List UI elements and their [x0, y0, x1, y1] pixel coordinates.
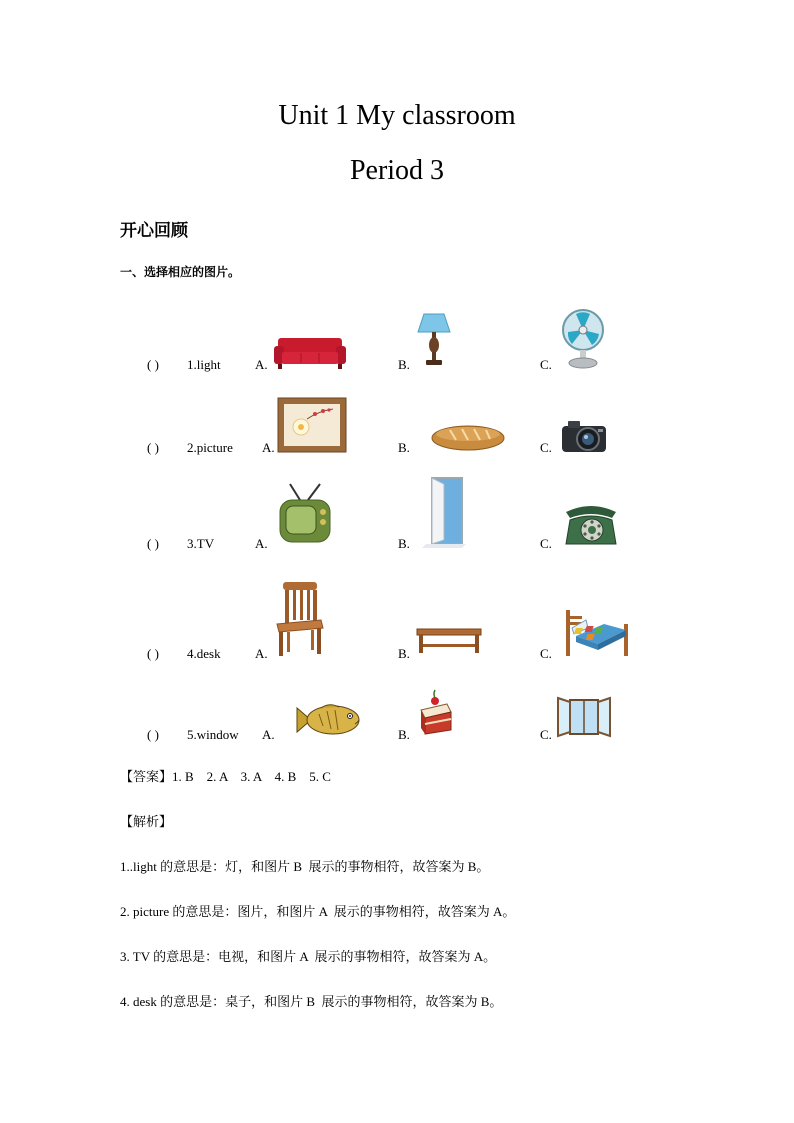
tv-icon	[278, 482, 332, 546]
sofa-icon	[272, 336, 348, 370]
question-label: 3.TV	[187, 536, 215, 551]
picture-frame-icon	[277, 397, 347, 453]
explanation-label: 【解析】	[120, 815, 173, 830]
option-a[interactable]: A.	[255, 646, 268, 661]
explanation-line-2: 2. picture 的意思是：图片，和图片 A 展示的事物相符，故答案为 A。	[120, 904, 516, 919]
answer-blank[interactable]: ( )	[147, 536, 159, 551]
answer-blank[interactable]: ( )	[147, 646, 159, 661]
desk-icon	[415, 627, 483, 655]
telephone-icon	[562, 500, 620, 548]
option-b[interactable]: B.	[398, 727, 410, 742]
question-label: 5.window	[187, 727, 239, 742]
option-b[interactable]: B.	[398, 536, 410, 551]
answer-line	[120, 766, 331, 785]
option-c[interactable]: C.	[540, 357, 552, 372]
option-a[interactable]: A.	[262, 727, 275, 742]
bread-icon	[430, 422, 506, 452]
explanation-line-3: 3. TV 的意思是：电视，和图片 A 展示的事物相符，故答案为 A。	[120, 949, 497, 964]
bed-icon	[564, 606, 630, 660]
section-heading: 开心回顾	[120, 221, 188, 241]
explanation-line-1: 1..light 的意思是：灯，和图片 B 展示的事物相符，故答案为 B。	[120, 859, 490, 874]
question-label: 2.picture	[187, 440, 233, 455]
camera-icon	[560, 418, 608, 454]
answer-blank[interactable]: ( )	[147, 357, 159, 372]
option-c[interactable]: C.	[540, 440, 552, 455]
option-a[interactable]: A.	[255, 536, 268, 551]
window-icon	[556, 696, 612, 738]
question-label: 4.desk	[187, 646, 221, 661]
instruction: 一、选择相应的图片。	[120, 265, 241, 279]
option-a[interactable]: A.	[262, 440, 275, 455]
answer-label: 【答案】	[120, 770, 173, 785]
lamp-icon	[414, 312, 454, 368]
option-b[interactable]: B.	[398, 357, 410, 372]
option-b[interactable]: B.	[398, 646, 410, 661]
option-c[interactable]: C.	[540, 727, 552, 742]
answer-blank[interactable]: ( )	[147, 727, 159, 742]
answer-text: 1. B 2. A 3. A 4. B 5. C	[172, 769, 331, 784]
page-title: Unit 1 My classroom	[278, 100, 516, 131]
option-c[interactable]: C.	[540, 536, 552, 551]
explanation-line-4: 4. desk 的意思是：桌子，和图片 B 展示的事物相符，故答案为 B。	[120, 994, 503, 1009]
option-a[interactable]: A.	[255, 357, 268, 372]
page-subtitle: Period 3	[349, 155, 445, 186]
door-icon	[422, 476, 466, 548]
chair-icon	[273, 580, 325, 658]
option-c[interactable]: C.	[540, 646, 552, 661]
fish-icon	[295, 702, 365, 738]
option-b[interactable]: B.	[398, 440, 410, 455]
question-label: 1.light	[187, 357, 221, 372]
cake-icon	[417, 688, 453, 736]
fan-icon	[560, 308, 606, 370]
answer-blank[interactable]: ( )	[147, 440, 159, 455]
